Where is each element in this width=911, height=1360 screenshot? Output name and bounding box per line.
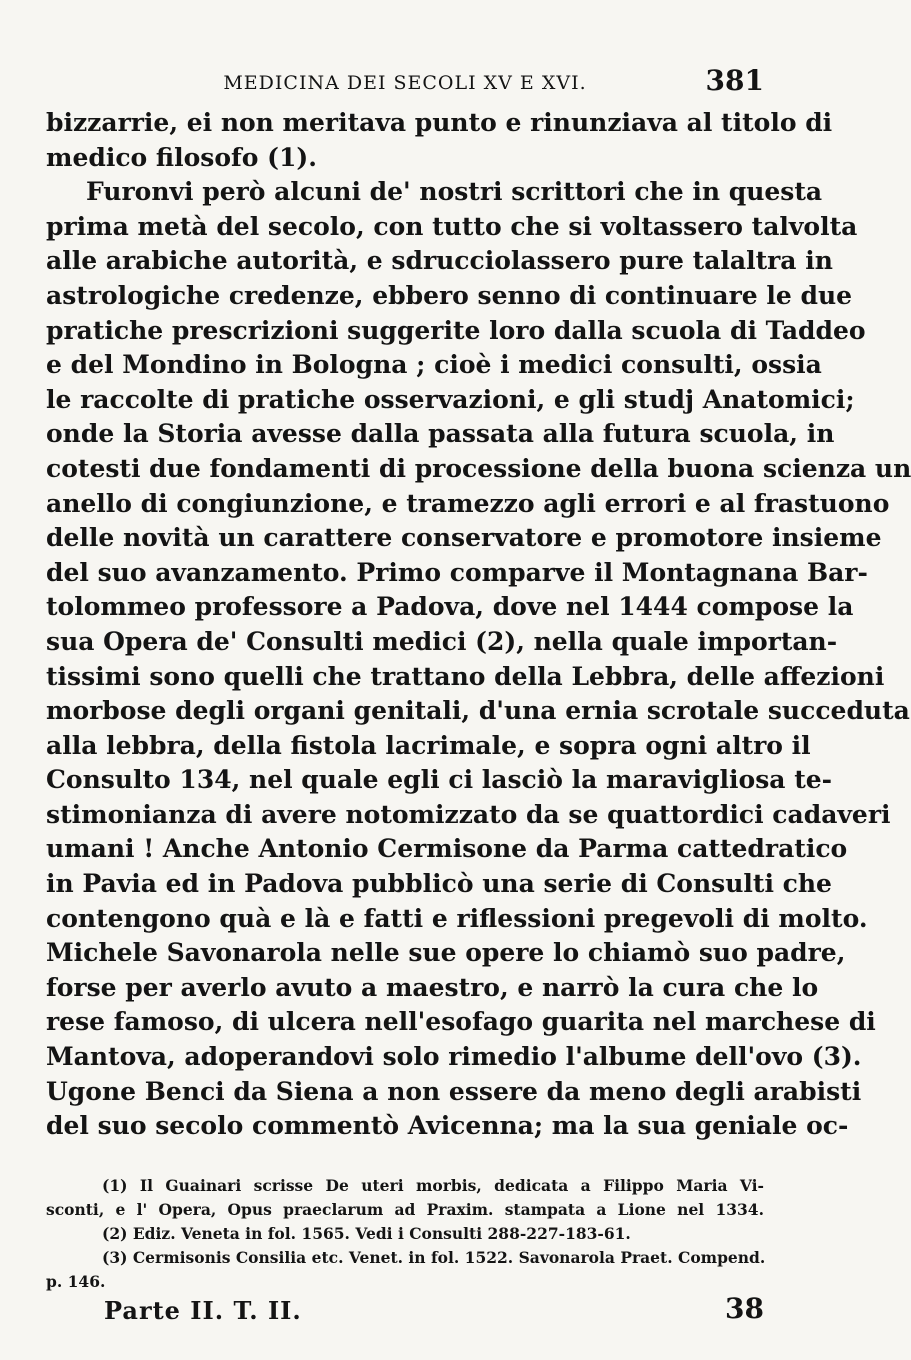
body-line: le raccolte di pratiche osservazioni, e gli studj Anatomici; bbox=[46, 384, 855, 414]
running-title: MEDICINA DEI SECOLI XV E XVI. bbox=[223, 72, 587, 94]
body-line: forse per averlo avuto a maestro, e narrò la cura che lo bbox=[46, 972, 819, 1002]
body-line: anello di congiunzione, e tramezzo agli errori e al frastuono bbox=[46, 488, 890, 518]
body-line: Furonvi però alcuni de' nostri scrittori che in questa bbox=[86, 177, 823, 207]
footnote-line: (1) Il Guainari scrisse De uteri morbis, dedicata a Filippo Maria Vi- bbox=[102, 1176, 764, 1195]
body-line: medico filosofo (1). bbox=[46, 142, 317, 172]
body-line: tissimi sono quelli che trattano della Lebbra, delle affezioni bbox=[46, 661, 885, 691]
footnotes bbox=[46, 1174, 764, 1294]
body-line: Mantova, adoperandovi solo rimedio l'albume dell'ovo (3). bbox=[46, 1042, 862, 1072]
body-line: pratiche prescrizioni suggerite loro dalla scuola di Taddeo bbox=[46, 315, 866, 345]
footnote-line: (3) Cermisonis Consilia etc. Venet. in fol. 1522. Savonarola Praet. Compend. bbox=[102, 1248, 766, 1267]
body-line: alle arabiche autorità, e sdrucciolassero pure talaltra in bbox=[46, 246, 833, 276]
body-line: stimonianza di avere notomizzato da se quattordici cadaveri bbox=[46, 799, 891, 829]
body-line: contengono quà e là e fatti e riflessioni pregevoli di molto. bbox=[46, 903, 868, 933]
body-line: Consulto 134, nel quale egli ci lasciò la maravigliosa te- bbox=[46, 765, 833, 795]
signature-mark: Parte II. T. II. bbox=[104, 1296, 302, 1325]
page-footer bbox=[46, 1292, 764, 1332]
body-line: onde la Storia avesse dalla passata alla futura scuola, in bbox=[46, 419, 835, 449]
body-line: umani ! Anche Antonio Cermisone da Parma cattedratico bbox=[46, 834, 848, 864]
body-line: del suo avanzamento. Primo comparve il Montagnana Bar- bbox=[46, 557, 868, 587]
footnote-line: (2) Ediz. Veneta in fol. 1565. Vedi i Consulti 288-227-183-61. bbox=[102, 1224, 631, 1243]
body-line: in Pavia ed in Padova pubblicò una serie di Consulti che bbox=[46, 869, 832, 899]
body-line: e del Mondino in Bologna ; cioè i medici consulti, ossia bbox=[46, 350, 822, 380]
running-head bbox=[46, 62, 764, 102]
body-line: prima metà del secolo, con tutto che si voltassero talvolta bbox=[46, 211, 858, 241]
body-line: sua Opera de' Consulti medici (2), nella quale importan- bbox=[46, 626, 838, 656]
body-line: morbose degli organi genitali, d'una ernia scrotale succeduta bbox=[46, 696, 910, 726]
sheet-number: 38 bbox=[725, 1292, 764, 1325]
body-line: astrologiche credenze, ebbero senno di continuare le due bbox=[46, 280, 853, 310]
body-line: del suo secolo commentò Avicenna; ma la sua geniale oc- bbox=[46, 1111, 849, 1141]
body-line: alla lebbra, della fistola lacrimale, e sopra ogni altro il bbox=[46, 730, 811, 760]
body-line: bizzarrie, ei non meritava punto e rinunziava al titolo di bbox=[46, 108, 833, 137]
body-line: rese famoso, di ulcera nell'esofago guarita nel marchese di bbox=[46, 1007, 876, 1037]
footnote-line: sconti, e l' Opera, Opus praeclarum ad Praxim. stampata a Lione nel 1334. bbox=[46, 1200, 764, 1219]
body-line: Michele Savonarola nelle sue opere lo chiamò suo padre, bbox=[46, 938, 846, 968]
body-line: Ugone Benci da Siena a non essere da meno degli arabisti bbox=[46, 1076, 862, 1106]
body-text bbox=[46, 106, 911, 1144]
page-number: 381 bbox=[705, 64, 764, 97]
body-line: delle novità un carattere conservatore e promotore insieme bbox=[46, 523, 882, 553]
footnote-line: p. 146. bbox=[46, 1272, 106, 1291]
body-line: cotesti due fondamenti di processione della buona scienza un bbox=[46, 453, 911, 483]
body-line: tolommeo professore a Padova, dove nel 1444 compose la bbox=[46, 592, 854, 622]
